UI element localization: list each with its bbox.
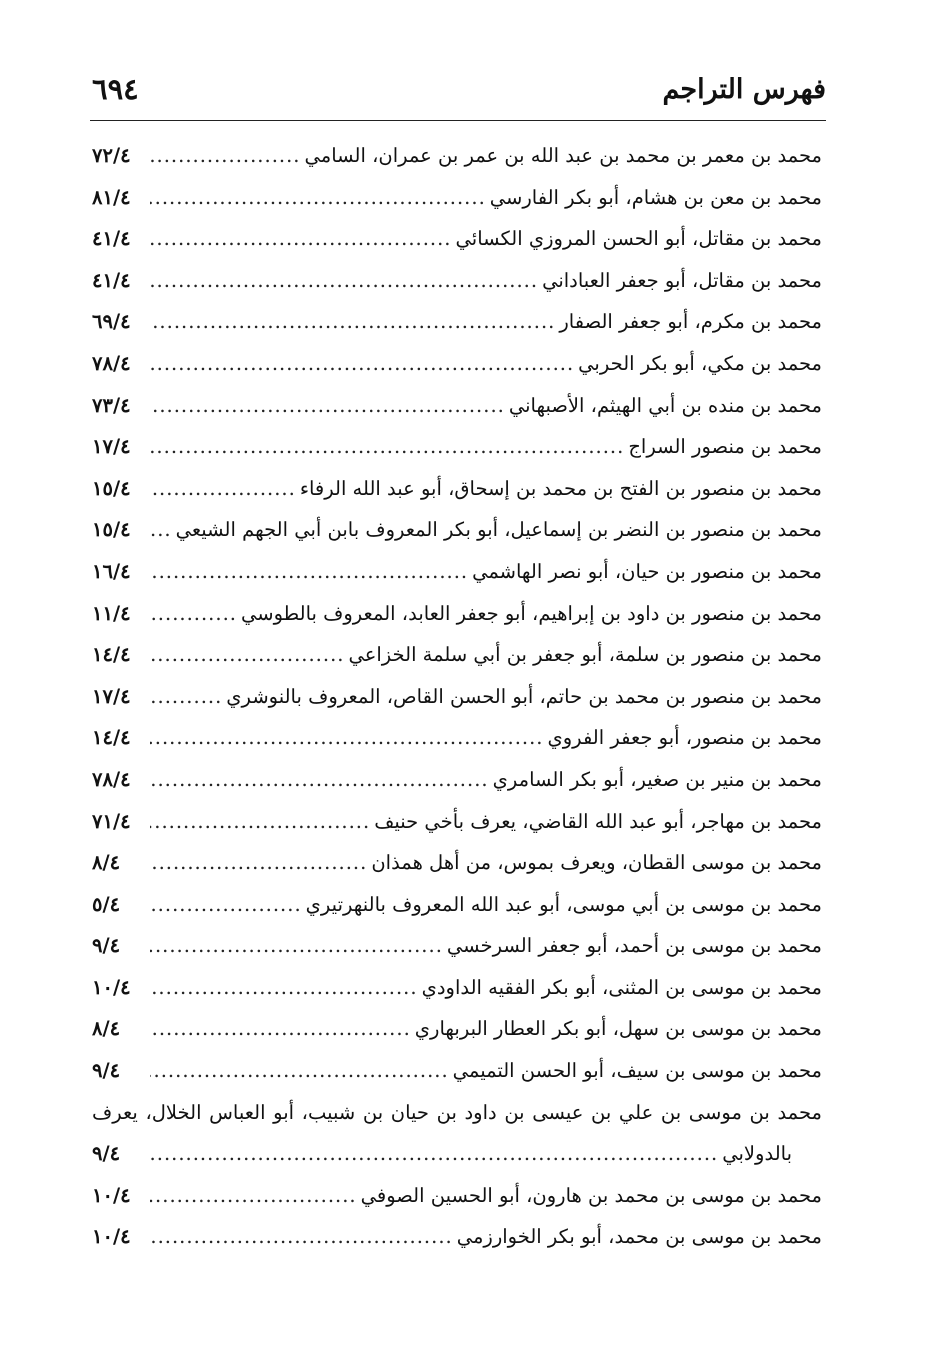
entry-name: بالدولابي (722, 1142, 792, 1166)
leader-dots (150, 509, 172, 551)
leader-dots (150, 551, 468, 593)
leader-dots (150, 1133, 718, 1175)
entry-reference: ١٠/٤ (92, 1225, 131, 1249)
page-number: ٦٩٤ (92, 72, 139, 106)
entry-name: محمد بن منير بن صغير، أبو بكر السامري (492, 767, 822, 791)
leader-dots (150, 676, 222, 718)
leader-dots (150, 301, 555, 343)
index-entry (92, 925, 822, 967)
leader-dots (150, 1008, 411, 1050)
index-entry (92, 468, 822, 510)
entry-name: محمد بن معمر بن محمد بن عبد الله بن عمر بن عمران، السامي (304, 144, 822, 167)
leader-dots (150, 343, 574, 385)
entry-reference: ٧٣/٤ (92, 393, 131, 417)
entry-reference: ١٤/٤ (92, 726, 131, 750)
entry-reference: ١٥/٤ (92, 476, 131, 500)
index-entry (92, 676, 822, 718)
entry-name: محمد بن موسى بن محمد بن هارون، أبو الحسين الصوفي (360, 1183, 822, 1207)
wrapped-entry-second-line (92, 1133, 822, 1175)
leader-dots (150, 717, 544, 759)
index-entry (92, 551, 822, 593)
leader-dots (150, 135, 301, 177)
entry-reference: ٤١/٤ (92, 268, 131, 292)
leader-dots (150, 260, 538, 302)
leader-dots (150, 385, 505, 427)
leader-dots (150, 1175, 357, 1217)
leader-dots (150, 759, 489, 801)
index-entry (92, 301, 822, 343)
entry-reference: ٩/٤ (92, 934, 121, 958)
index-entry (92, 801, 822, 843)
entry-reference: ٨١/٤ (92, 185, 131, 209)
entry-reference: ٧٨/٤ (92, 767, 131, 791)
leader-dots (150, 842, 367, 884)
index-entry (92, 343, 822, 385)
entry-reference: ٧١/٤ (92, 809, 131, 833)
index-entry (92, 177, 822, 219)
index-entry (92, 1175, 822, 1217)
leader-dots (150, 1216, 453, 1258)
index-entries (92, 135, 822, 1258)
leader-dots (150, 177, 486, 219)
index-entry (92, 509, 822, 551)
entry-reference: ٥/٤ (92, 892, 121, 916)
entry-name: محمد بن منصور بن حيان، أبو نصر الهاشمي (472, 559, 822, 583)
entry-reference: ١١/٤ (92, 601, 131, 625)
index-entry (92, 1216, 822, 1258)
leader-dots (150, 801, 370, 843)
entry-name: محمد بن موسى بن المثنى، أبو بكر الفقيه الداودي (421, 975, 822, 999)
entry-name: محمد بن منصور بن سلمة، أبو جعفر بن أبي سلمة الخزاعي (348, 643, 822, 667)
leader-dots (150, 426, 624, 468)
entry-name: محمد بن موسى بن سهل، أبو بكر العطار البربهاري (414, 1017, 822, 1041)
leader-dots (150, 884, 302, 926)
entry-name: محمد بن مقاتل، أبو الحسن المروزي الكسائي (455, 227, 822, 251)
index-entry (92, 634, 822, 676)
index-entry (92, 759, 822, 801)
page-header (92, 66, 826, 112)
entry-name: محمد بن مقاتل، أبو جعفر العباداني (542, 268, 822, 292)
entry-name: محمد بن منصور بن الفتح بن محمد بن إسحاق، أبو عبد الله الرفاء (299, 476, 822, 500)
entry-reference: ١٧/٤ (92, 435, 131, 459)
leader-dots (150, 1050, 449, 1092)
entry-name: محمد بن منصور بن محمد بن حاتم، أبو الحسن القاص، المعروف بالنوشري (226, 684, 822, 708)
entry-name: محمد بن موسى بن محمد، أبو بكر الخوارزمي (456, 1225, 822, 1249)
entry-reference: ١٦/٤ (92, 559, 131, 583)
index-entry (92, 218, 822, 260)
entry-name: محمد بن مكرم، أبو جعفر الصفار (559, 310, 822, 334)
entry-reference: ٧٨/٤ (92, 351, 131, 375)
index-entry (92, 967, 822, 1009)
leader-dots (150, 468, 296, 510)
leader-dots (150, 925, 443, 967)
entry-name: محمد بن منصور بن النضر بن إسماعيل، أبو بكر المعروف بابن أبي الجهم الشيعي (175, 518, 822, 542)
entry-name: محمد بن مهاجر، أبو عبد الله القاضي، يعرف بأخي حنيف (374, 809, 822, 833)
entry-reference: ١٠/٤ (92, 1183, 131, 1207)
index-entry (92, 426, 822, 468)
index-entry (92, 385, 822, 427)
index-entry (92, 260, 822, 302)
index-entry (92, 593, 822, 635)
index-entry (92, 884, 822, 926)
entry-name: محمد بن موسى بن أبي موسى، أبو عبد الله المعروف بالنهرتيري (305, 892, 822, 916)
entry-reference: ١٥/٤ (92, 518, 131, 542)
entry-name: محمد بن موسى بن سيف، أبو الحسن التميمي (452, 1059, 822, 1083)
entry-reference: ٦٩/٤ (92, 310, 131, 334)
entry-reference: ٩/٤ (92, 1059, 121, 1083)
entry-reference: ١٠/٤ (92, 975, 131, 999)
entry-name: محمد بن موسى بن أحمد، أبو جعفر السرخسي (446, 934, 822, 958)
entry-name: محمد بن مكي، أبو بكر الحربي (578, 351, 822, 375)
entry-name: محمد بن منده بن أبي الهيثم، الأصبهاني (508, 393, 822, 417)
entry-name: محمد بن معن بن هشام، أبو بكر الفارسي (489, 185, 822, 209)
entry-name: محمد بن منصور، أبو جعفر الفروي (547, 726, 822, 750)
index-entry (92, 717, 822, 759)
entry-reference: ٧٢/٤ (92, 144, 131, 167)
index-entry (92, 842, 822, 884)
entry-reference: ١٤/٤ (92, 643, 131, 667)
index-entry (92, 1008, 822, 1050)
entry-reference: ١٧/٤ (92, 684, 131, 708)
entry-reference: ٩/٤ (92, 1142, 121, 1166)
entry-reference: ٤١/٤ (92, 227, 131, 251)
leader-dots (150, 593, 237, 635)
leader-dots (150, 218, 452, 260)
header-rule (90, 120, 826, 121)
wrapped-entry-first-line: محمد بن موسى بن علي بن عيسى بن داود بن حيان بن شبيب، أبو العباس الخلال، يعرف (92, 1100, 822, 1124)
leader-dots (150, 634, 344, 676)
index-entry (92, 1050, 822, 1092)
index-entry (92, 135, 822, 177)
entry-name: محمد بن منصور بن داود بن إبراهيم، أبو جعفر العابد، المعروف بالطوسي (240, 601, 822, 625)
leader-dots (150, 967, 418, 1009)
running-title: فهرس التراجم (662, 73, 826, 105)
entry-reference: ٨/٤ (92, 851, 121, 875)
entry-name: محمد بن منصور السراج (628, 435, 822, 459)
entry-name: محمد بن موسى القطان، ويعرف بموس، من أهل همذان (371, 851, 822, 875)
entry-reference: ٨/٤ (92, 1017, 121, 1041)
